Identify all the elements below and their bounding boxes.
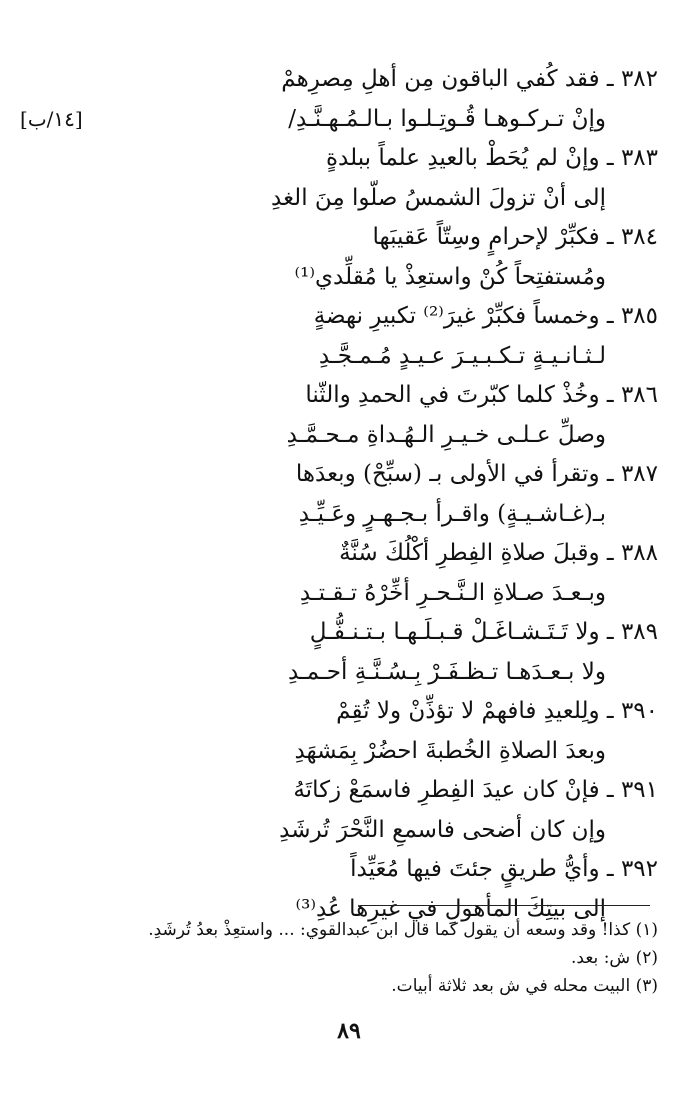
verse-first-hemistich — [20, 376, 658, 416]
verse-first-hemistich — [20, 850, 658, 890]
verse-text: ٣٨٨ ـ وقبلَ صلاةِ الفِطرِ أكْلُكَ سُنَّةٌ — [339, 540, 658, 566]
verse-text: ٣٩٢ ـ وأيُّ طريقٍ جئتَ فيها مُعَيِّداً — [350, 856, 658, 882]
page-number: ٨٩ — [337, 1018, 361, 1044]
verse-text: ٣٨٧ ـ وتقرأ في الأولى بـ (سبِّحْ) وبعدَها — [295, 461, 658, 487]
verse-text: ٣٨٥ ـ وخمساً فكبِّرْ غيرَ⁽²⁾ تكبيرِ نهضةٍ — [313, 303, 658, 329]
verse-text: ٣٨٩ ـ ولا تَـتَـشـاغَـلْ قـبـلَـهـا بـتـنـفُّـلٍ — [309, 619, 658, 645]
verse-first-hemistich — [20, 692, 658, 732]
verse-text: ٣٩٠ ـ ولِلعيدِ فافهمْ لا تؤذِّنْ ولا تُقِمْ — [336, 698, 658, 724]
verse-second-hemistich — [20, 258, 658, 298]
verse-second-hemistich — [20, 495, 658, 535]
verse-second-hemistich — [20, 100, 658, 140]
verse-text: وبعدَ الصلاةِ الخُطبةَ احضُرْ بِمَشهَدِ — [294, 737, 606, 764]
verse-second-hemistich — [20, 416, 658, 456]
verse-first-hemistich — [20, 455, 658, 495]
verse-text: ومُستفتِحاً كُنْ واستعِذْ يا مُقلِّدي⁽¹⁾ — [294, 263, 606, 290]
verse-first-hemistich — [20, 218, 658, 258]
verse-text: ٣٨٦ ـ وخُذْ كلما كبّرتَ في الحمدِ والثّنا — [305, 382, 658, 408]
verse-second-hemistich — [20, 732, 658, 772]
footnote-separator — [360, 905, 650, 906]
verse-text: وإنْ تـركـوهـا قُـوتِـلـوا بـالـمُـهـنَّـدِ/ — [288, 105, 606, 132]
footnote: (٢) ش: بعد. — [571, 948, 658, 968]
verse-text: ٣٨٣ ـ وإنْ لم يُحَطْ بالعيدِ علماً ببلدةٍ — [325, 145, 658, 171]
footnote: (٣) البيت محله في ش بعد ثلاثة أبيات. — [391, 976, 658, 996]
verse-text: بـ(غـاشـيـةٍ) واقـرأ بـجـهـرٍ وعَـيِّـدِ — [298, 500, 606, 527]
verse-first-hemistich — [20, 139, 658, 179]
verse-first-hemistich — [20, 297, 658, 337]
verse-text: ٣٨٤ ـ فكبِّرْ لإحرامٍ وسِتّاً عَقيبَها — [372, 224, 658, 250]
verse-text: ولا بـعـدَهـا تـظـفَـرْ بِـسُـنَّـةِ أحـمـدِ — [287, 658, 606, 685]
verse-second-hemistich — [20, 574, 658, 614]
verse-second-hemistich — [20, 337, 658, 377]
verse-text: لـثـانـيـةٍ تـكـبـيـرَ عـيـدٍ مُـمـجَّـدِ — [318, 342, 606, 369]
verse-first-hemistich — [20, 771, 658, 811]
folio-marker: [١٤/ب] — [20, 106, 83, 131]
verse-text: وإن كان أضحى فاسمعِ النَّحْرَ تُرشَدِ — [279, 816, 606, 843]
verse-first-hemistich — [20, 534, 658, 574]
verse-first-hemistich — [20, 60, 658, 100]
verse-text: ٣٩١ ـ فإنْ كان عيدَ الفِطرِ فاسمَعْ زكاتَهُ — [293, 777, 658, 803]
verse-text: ٣٨٢ ـ فقد كُفي الباقون مِن أهلِ مِصرِهمْ — [281, 66, 658, 92]
verse-text: إلى بيتِكَ المأهولِ في غيرِها عُدِ⁽³⁾ — [295, 895, 606, 922]
verse-second-hemistich — [20, 811, 658, 851]
verse-text: وصلِّ عـلـى خـيـرِ الـهُـداةِ مـحـمَّـدِ — [286, 421, 606, 448]
verse-text: وبـعـدَ صـلاةِ الـنَّـحـرِ أخِّرْهُ تـقـتـدِ — [299, 579, 606, 606]
verse-first-hemistich — [20, 613, 658, 653]
verse-second-hemistich — [20, 179, 658, 219]
poem-body — [20, 60, 658, 929]
verse-second-hemistich — [20, 653, 658, 693]
footnote: (١) كذا! وقد وسعه أن يقول كما قال ابن عبدالقوي: ... واستعِذْ بعدُ تُرشَدِ. — [148, 920, 658, 940]
footnotes — [20, 916, 658, 1000]
verse-text: إلى أنْ تزولَ الشمسُ صلّوا مِنَ الغدِ — [271, 184, 606, 211]
